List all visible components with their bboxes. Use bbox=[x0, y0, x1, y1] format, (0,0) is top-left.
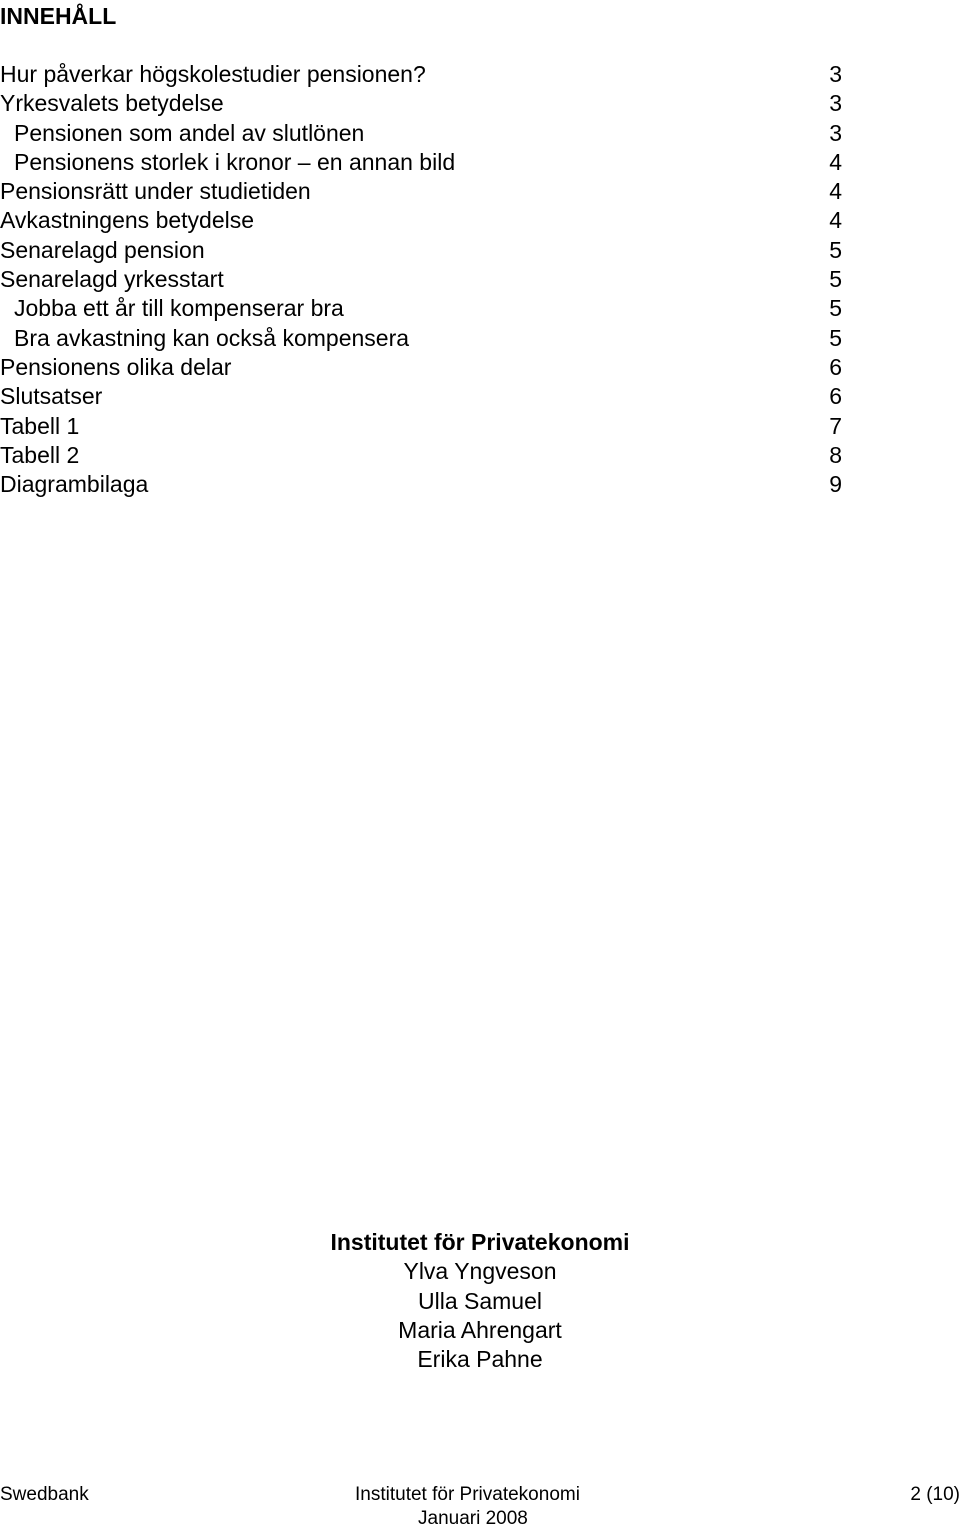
toc-entry[interactable] bbox=[0, 119, 842, 148]
toc-entry-page: 3 bbox=[829, 61, 842, 87]
toc-entry-page: 8 bbox=[829, 441, 842, 468]
toc-entry-label: Tabell 1 bbox=[0, 412, 80, 439]
toc-entry[interactable] bbox=[0, 60, 842, 89]
toc-entry-label: Tabell 2 bbox=[0, 441, 80, 468]
toc-entry-label: Yrkesvalets betydelse bbox=[0, 90, 224, 117]
toc-heading: INNEHÅLL bbox=[0, 3, 117, 29]
toc-entry-label: Jobba ett år till kompenserar bra bbox=[14, 295, 344, 322]
toc-entry-label: Pensionens storlek i kronor – en annan bild bbox=[14, 148, 456, 175]
authors-block bbox=[0, 1228, 960, 1374]
footer-date: Januari 2008 bbox=[418, 1508, 528, 1529]
toc-entry-label: Senarelagd yrkesstart bbox=[0, 266, 224, 293]
toc-entry[interactable] bbox=[0, 265, 842, 294]
toc-entry-label: Hur påverkar högskolestudier pensionen? bbox=[0, 61, 426, 87]
page-footer bbox=[0, 1483, 960, 1529]
toc-entry-label: Diagrambilaga bbox=[0, 471, 149, 498]
toc-entry-page: 9 bbox=[829, 471, 842, 498]
author-name: Ylva Yngveson bbox=[403, 1258, 557, 1285]
author-name: Ulla Samuel bbox=[418, 1287, 542, 1314]
toc-entry[interactable] bbox=[0, 324, 842, 353]
toc-entry[interactable] bbox=[0, 441, 842, 470]
toc-entry-label: Pensionsrätt under studietiden bbox=[0, 178, 311, 205]
toc-entry-page: 4 bbox=[829, 178, 842, 205]
footer-organization: Institutet för Privatekonomi bbox=[355, 1484, 580, 1505]
toc-entry-label: Avkastningens betydelse bbox=[0, 207, 255, 234]
toc-entry-page: 5 bbox=[829, 295, 842, 322]
toc-entry[interactable] bbox=[0, 177, 842, 206]
toc-entry-page: 5 bbox=[829, 236, 842, 263]
toc-entry-page: 3 bbox=[829, 119, 842, 146]
toc-entry-label: Pensionen som andel av slutlönen bbox=[14, 119, 365, 146]
toc-entry[interactable] bbox=[0, 412, 842, 441]
toc-entry-label: Bra avkastning kan också kompensera bbox=[14, 324, 410, 351]
organization-name: Institutet för Privatekonomi bbox=[330, 1229, 630, 1255]
toc-entry-page: 3 bbox=[829, 90, 842, 117]
toc-entry-label: Slutsatser bbox=[0, 383, 103, 410]
toc-entry-page: 4 bbox=[829, 148, 842, 175]
footer-company: Swedbank bbox=[0, 1484, 89, 1505]
toc-entry[interactable] bbox=[0, 382, 842, 411]
toc-entry-page: 7 bbox=[829, 412, 842, 439]
toc-entry[interactable] bbox=[0, 89, 842, 118]
toc-entry[interactable] bbox=[0, 470, 842, 499]
footer-page-number: 2 (10) bbox=[910, 1484, 960, 1505]
toc-entry[interactable] bbox=[0, 236, 842, 265]
toc-entry-page: 4 bbox=[829, 207, 842, 234]
toc-entry-label: Pensionens olika delar bbox=[0, 353, 232, 380]
toc-entry[interactable] bbox=[0, 353, 842, 382]
toc-entry[interactable] bbox=[0, 206, 842, 235]
toc-entry-page: 6 bbox=[829, 353, 842, 380]
toc-entry[interactable] bbox=[0, 148, 842, 177]
table-of-contents bbox=[0, 60, 842, 499]
toc-entry-label: Senarelagd pension bbox=[0, 236, 205, 263]
author-name: Erika Pahne bbox=[417, 1346, 543, 1373]
author-name: Maria Ahrengart bbox=[398, 1316, 562, 1343]
toc-entry-page: 5 bbox=[829, 266, 842, 293]
toc-entry-page: 6 bbox=[829, 383, 842, 410]
toc-entry[interactable] bbox=[0, 294, 842, 323]
toc-entry-page: 5 bbox=[829, 324, 842, 351]
